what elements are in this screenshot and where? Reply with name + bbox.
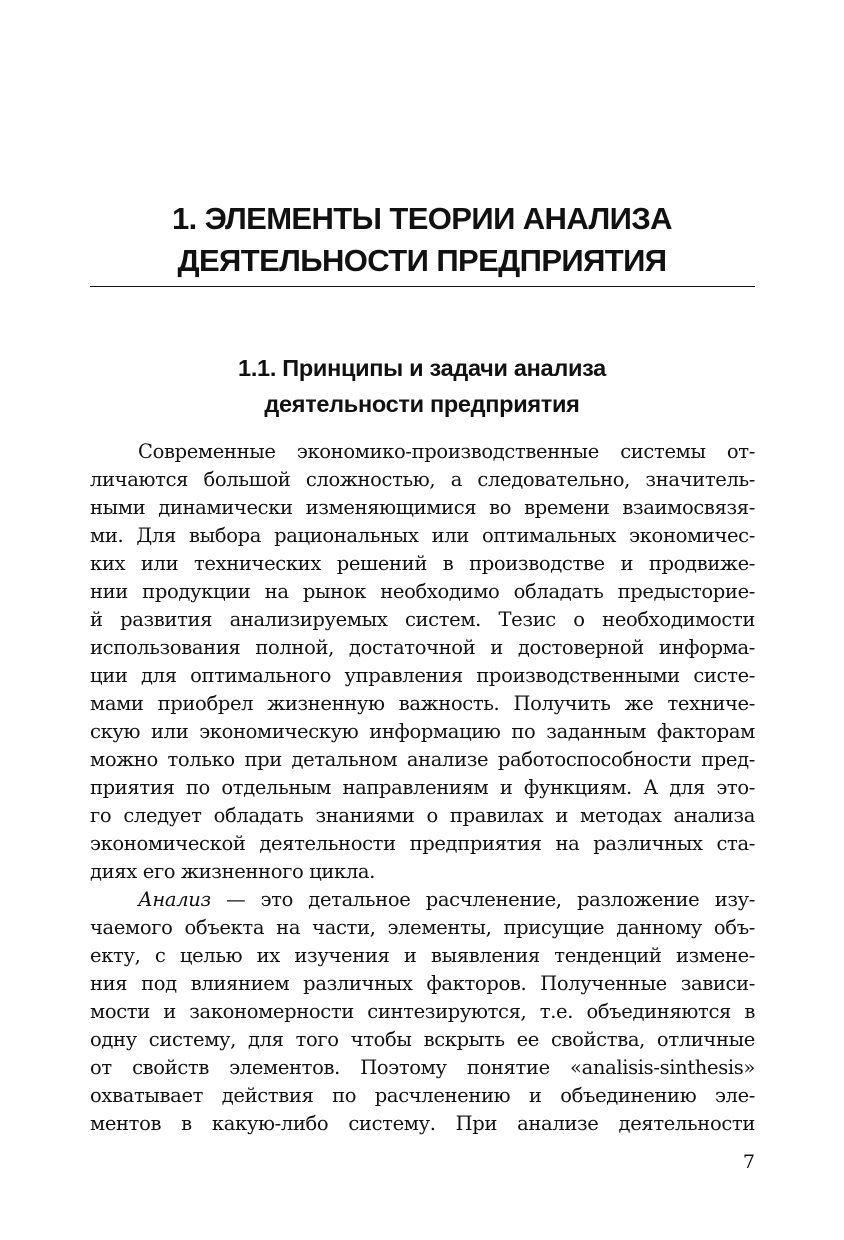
- text-line: чаемого объекта на части, элементы, присущие данному объ-: [90, 916, 755, 939]
- body-text: [90, 438, 755, 1138]
- text-line: ментов в какую-либо систему. При анализе деятельности: [90, 1112, 755, 1135]
- chapter-title-line: 1. ЭЛЕМЕНТЫ ТЕОРИИ АНАЛИЗА: [172, 201, 672, 236]
- text-line: диях его жизненного цикла.: [90, 860, 376, 883]
- text-line: ми. Для выбора рациональных или оптимальных экономичес-: [90, 524, 755, 547]
- text-line: от свойств элементов. Поэтому понятие «analisis-sinthesis»: [90, 1056, 755, 1079]
- section-title-line: деятельности предприятия: [264, 391, 580, 417]
- text-line: ции для оптимального управления производственными систе-: [90, 664, 755, 687]
- text-line: использования полной, достаточной и достоверной информа-: [90, 636, 755, 659]
- text-line: й развития анализируемых систем. Тезис о необходимости: [90, 608, 755, 631]
- defined-term: Анализ: [138, 888, 211, 911]
- text-line: приятия по отдельным направлениям и функциям. А для это-: [90, 776, 755, 799]
- chapter-title-line: ДЕЯТЕЛЬНОСТИ ПРЕДПРИЯТИЯ: [177, 243, 667, 278]
- text-line: ких или технических решений в производстве и продвиже-: [90, 552, 755, 575]
- section-title-line: 1.1. Принципы и задачи анализа: [238, 355, 606, 381]
- text-line: нии продукции на рынок необходимо обладать предысторие-: [90, 580, 755, 603]
- text-line: го следует обладать знаниями о правилах и методах анализа: [90, 804, 755, 827]
- text-line: мами приобрел жизненную важность. Получить же техниче-: [90, 692, 755, 715]
- paragraph-1: [90, 438, 755, 886]
- text-line: охватывает действия по расчленению и объединению эле-: [90, 1084, 755, 1107]
- text-line: ными динамически изменяющимися во времени взаимосвязя-: [90, 496, 755, 519]
- text-line: екту, с целью их изучения и выявления тенденций измене-: [90, 944, 755, 967]
- chapter-title: [90, 198, 754, 282]
- text-line: личаются большой сложностью, а следовательно, значитель-: [90, 468, 755, 491]
- paragraph-2: [90, 886, 755, 1138]
- text-line: скую или экономическую информацию по заданным факторам: [90, 720, 755, 743]
- text-line: мости и закономерности синтезируются, т.е. объединяются в: [90, 1000, 755, 1023]
- text-fragment: — это детальное расчленение, разложение изу-: [210, 888, 755, 911]
- page-number: 7: [742, 1151, 755, 1173]
- text-line: можно только при детальном анализе работоспособности пред-: [90, 748, 755, 771]
- text-line: ния под влиянием различных факторов. Полученные зависи-: [90, 972, 755, 995]
- text-line: Современные экономико-производственные системы от-: [138, 440, 755, 463]
- text-line: одну систему, для того чтобы вскрыть ее свойства, отличные: [90, 1028, 755, 1051]
- text-line: экономической деятельности предприятия на различных ста-: [90, 832, 755, 855]
- text-line: [90, 886, 755, 914]
- chapter-divider: [90, 286, 755, 287]
- section-title: [90, 350, 754, 422]
